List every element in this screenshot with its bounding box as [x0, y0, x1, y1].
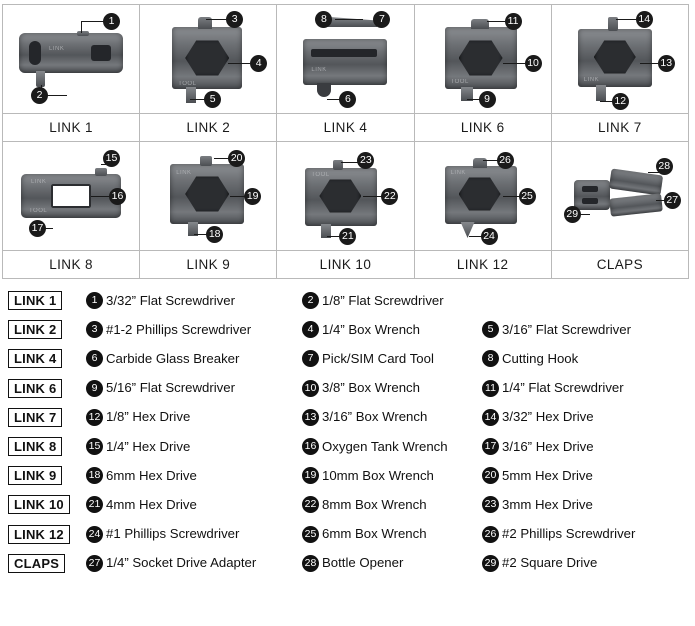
panel-link-6 — [414, 4, 552, 142]
tool-etch: LINK — [450, 170, 466, 176]
legend-item — [482, 380, 682, 397]
legend-number: 23 — [482, 496, 499, 513]
callout-bullet-25: 25 — [519, 188, 536, 205]
legend-item — [482, 409, 682, 426]
legend-tag-cell — [8, 379, 86, 398]
legend-item — [482, 496, 682, 513]
callout-bullet-10: 10 — [525, 55, 542, 72]
tool-etch: TOOL — [311, 172, 330, 178]
legend-item — [86, 321, 302, 338]
panel-caption-link-10: LINK 10 — [277, 250, 413, 278]
clasp-slot — [582, 186, 598, 192]
legend-row-link-8 — [8, 432, 689, 461]
panel-claps-art — [552, 142, 688, 250]
panel-link-1 — [2, 4, 140, 142]
callout-bullet-9: 9 — [479, 91, 496, 108]
callout-bullet-21: 21 — [339, 228, 356, 245]
panel-caption-link-4: LINK 4 — [277, 113, 413, 141]
legend-tag-cell — [8, 466, 86, 485]
legend-label: 5mm Hex Drive — [502, 467, 593, 483]
tool-blade — [186, 87, 196, 103]
legend-label: 3/32” Flat Screwdriver — [106, 292, 235, 308]
legend-item — [86, 496, 302, 513]
callout-leader — [487, 21, 505, 22]
panel-claps — [551, 141, 689, 279]
panel-caption-link-1: LINK 1 — [3, 113, 139, 141]
legend-label: 1/8” Hex Drive — [106, 409, 191, 425]
callout-leader — [503, 196, 521, 197]
legend-label: 3/32” Hex Drive — [502, 409, 594, 425]
callout-bullet-24: 24 — [481, 228, 498, 245]
callout-bullet-12: 12 — [612, 93, 629, 110]
legend-number: 21 — [86, 496, 103, 513]
legend-item — [482, 555, 682, 572]
legend-number: 5 — [482, 321, 499, 338]
legend-item — [302, 292, 482, 309]
clasp-slot — [582, 198, 598, 204]
legend-number: 10 — [302, 380, 319, 397]
callout-bullet-28: 28 — [656, 158, 673, 175]
legend-label: #2 Square Drive — [502, 555, 598, 571]
legend-label: 1/4” Socket Drive Adapter — [106, 555, 257, 571]
panel-caption-link-6: LINK 6 — [415, 113, 551, 141]
legend-item — [302, 526, 482, 543]
legend-row-claps — [8, 549, 689, 578]
legend-tag: LINK 1 — [8, 291, 62, 310]
legend-label: 8mm Box Wrench — [322, 496, 427, 512]
tool-slot — [91, 45, 111, 61]
tool-etch: LINK — [49, 46, 65, 52]
legend-item — [302, 496, 482, 513]
panel-link-1-art — [3, 5, 139, 113]
legend-tag-cell — [8, 437, 86, 456]
legend-tag: LINK 10 — [8, 495, 70, 514]
callout-bullet-29: 29 — [564, 206, 581, 223]
legend-item — [86, 292, 302, 309]
legend-number: 18 — [86, 467, 103, 484]
callout-leader — [616, 19, 636, 20]
legend-item — [86, 380, 302, 397]
callout-bullet-5: 5 — [204, 91, 221, 108]
panel-caption-link-8: LINK 8 — [3, 250, 139, 278]
panel-link-4 — [276, 4, 414, 142]
legend-item — [302, 409, 482, 426]
callout-leader — [81, 21, 105, 22]
callout-leader — [335, 19, 363, 20]
callout-bullet-22: 22 — [381, 188, 398, 205]
tool-tab — [77, 31, 89, 36]
legend-item — [86, 555, 302, 572]
legend-item — [482, 350, 682, 367]
legend-tag: LINK 6 — [8, 379, 62, 398]
legend-tag-cell — [8, 525, 86, 544]
callout-bullet-26: 26 — [497, 152, 514, 169]
legend-item — [482, 526, 682, 543]
legend-label: 3/16” Hex Drive — [502, 438, 594, 454]
panel-caption-link-2: LINK 2 — [140, 113, 276, 141]
tool-etch: LINK — [176, 170, 192, 176]
callout-bullet-8: 8 — [315, 11, 332, 28]
callout-leader — [503, 63, 525, 64]
legend-number: 19 — [302, 467, 319, 484]
panel-link-7-art — [552, 5, 688, 113]
legend-row-link-12 — [8, 520, 689, 549]
panel-link-4-art — [277, 5, 413, 113]
legend-tag-cell — [8, 291, 86, 310]
legend-label: 1/4” Flat Screwdriver — [502, 380, 624, 396]
tool-etch: LINK — [583, 77, 600, 83]
legend-number: 6 — [86, 350, 103, 367]
legend-tag: LINK 2 — [8, 320, 62, 339]
callout-bullet-4: 4 — [250, 55, 267, 72]
legend-number: 13 — [302, 409, 319, 426]
tool-square-opening — [51, 184, 91, 208]
legend-number: 28 — [302, 555, 319, 572]
legend-label: 3/16” Flat Screwdriver — [502, 321, 631, 337]
panel-link-12 — [414, 141, 552, 279]
panel-link-8 — [2, 141, 140, 279]
legend-item — [86, 526, 302, 543]
legend-number: 8 — [482, 350, 499, 367]
callout-bullet-15: 15 — [103, 150, 120, 167]
legend-tag: LINK 9 — [8, 466, 62, 485]
legend-item — [302, 350, 482, 367]
panel-link-10-art — [277, 142, 413, 250]
legend-tag: CLAPS — [8, 554, 65, 573]
legend-tag: LINK 4 — [8, 349, 62, 368]
callout-leader — [81, 21, 82, 33]
legend-item — [302, 555, 482, 572]
legend-item — [482, 467, 682, 484]
panel-link-2 — [139, 4, 277, 142]
callout-leader — [206, 19, 226, 20]
panel-link-2-art — [140, 5, 276, 113]
panel-caption-link-9: LINK 9 — [140, 250, 276, 278]
panel-link-7 — [551, 4, 689, 142]
legend-label: #1-2 Phillips Screwdriver — [106, 321, 252, 337]
legend-label: 1/8” Flat Screwdriver — [322, 292, 444, 308]
legend-label: Carbide Glass Breaker — [106, 350, 240, 366]
tool-etch: TOOL — [450, 79, 469, 85]
panel-caption-link-7: LINK 7 — [552, 113, 688, 141]
legend-number: 24 — [86, 526, 103, 543]
legend-number: 12 — [86, 409, 103, 426]
legend-number: 17 — [482, 438, 499, 455]
callout-leader — [228, 63, 250, 64]
tool-etch: LINK — [311, 67, 327, 73]
product-grid-row — [2, 141, 693, 278]
legend — [0, 278, 695, 578]
callout-bullet-16: 16 — [109, 188, 126, 205]
product-grid-row — [2, 4, 693, 141]
legend-row-link-6 — [8, 374, 689, 403]
panel-caption-claps: CLAPS — [552, 250, 688, 278]
tool-etch: TOOL — [178, 81, 197, 87]
callout-bullet-23: 23 — [357, 152, 374, 169]
legend-number: 14 — [482, 409, 499, 426]
callout-bullet-2: 2 — [31, 87, 48, 104]
legend-label: 6mm Hex Drive — [106, 467, 197, 483]
legend-item — [482, 438, 682, 455]
tool-glass-breaker — [317, 83, 331, 97]
callout-bullet-17: 17 — [29, 220, 46, 237]
legend-item — [302, 438, 482, 455]
panel-link-10 — [276, 141, 414, 279]
legend-label: #1 Phillips Screwdriver — [106, 526, 240, 542]
tool-slot — [29, 41, 41, 65]
legend-item — [86, 409, 302, 426]
legend-item — [302, 467, 482, 484]
legend-item — [302, 380, 482, 397]
legend-row-link-2 — [8, 315, 689, 344]
callout-bullet-19: 19 — [244, 188, 261, 205]
legend-number: 9 — [86, 380, 103, 397]
legend-row-link-1 — [8, 286, 689, 315]
legend-number: 2 — [302, 292, 319, 309]
legend-row-link-7 — [8, 403, 689, 432]
legend-row-link-9 — [8, 461, 689, 490]
callout-bullet-18: 18 — [206, 226, 223, 243]
legend-number: 29 — [482, 555, 499, 572]
callout-bullet-3: 3 — [226, 11, 243, 28]
legend-item — [86, 350, 302, 367]
tool-tab — [95, 168, 107, 176]
legend-number: 16 — [302, 438, 319, 455]
callout-leader — [91, 196, 111, 197]
legend-tag-cell — [8, 349, 86, 368]
legend-item — [302, 321, 482, 338]
clasp-body — [574, 180, 610, 210]
legend-tag-cell — [8, 495, 86, 514]
legend-label: #2 Phillips Screwdriver — [502, 526, 636, 542]
callout-bullet-7: 7 — [373, 11, 390, 28]
clasp-arm — [609, 193, 663, 216]
callout-bullet-14: 14 — [636, 11, 653, 28]
legend-label: 3/16” Box Wrench — [322, 409, 428, 425]
callout-bullet-6: 6 — [339, 91, 356, 108]
legend-label: 4mm Hex Drive — [106, 496, 197, 512]
tool-blade — [596, 85, 606, 101]
legend-number: 3 — [86, 321, 103, 338]
panel-link-6-art — [415, 5, 551, 113]
legend-tag-cell — [8, 554, 86, 573]
legend-tag-cell — [8, 408, 86, 427]
callout-leader — [640, 63, 658, 64]
tool-etch: LINK — [31, 179, 47, 185]
legend-label: 3mm Hex Drive — [502, 496, 593, 512]
panel-link-9-art — [140, 142, 276, 250]
legend-label: 5/16” Flat Screwdriver — [106, 380, 235, 396]
legend-number: 15 — [86, 438, 103, 455]
legend-number: 1 — [86, 292, 103, 309]
callout-leader — [363, 196, 383, 197]
legend-label: Cutting Hook — [502, 350, 579, 366]
legend-label: 1/4” Box Wrench — [322, 321, 420, 337]
legend-tag: LINK 8 — [8, 437, 62, 456]
panel-link-9 — [139, 141, 277, 279]
callout-bullet-27: 27 — [664, 192, 681, 209]
legend-item — [86, 467, 302, 484]
legend-label: Bottle Opener — [322, 555, 404, 571]
legend-item — [86, 438, 302, 455]
legend-item — [482, 321, 682, 338]
legend-label: Pick/SIM Card Tool — [322, 350, 434, 366]
legend-label: 6mm Box Wrench — [322, 526, 427, 542]
legend-number: 20 — [482, 467, 499, 484]
legend-number: 25 — [302, 526, 319, 543]
panel-caption-link-12: LINK 12 — [415, 250, 551, 278]
product-grid — [0, 0, 695, 278]
panel-link-8-art — [3, 142, 139, 250]
legend-tag: LINK 12 — [8, 525, 70, 544]
legend-number: 4 — [302, 321, 319, 338]
tool-etch: TOOL — [29, 208, 48, 214]
legend-row-link-4 — [8, 344, 689, 373]
callout-bullet-11: 11 — [505, 13, 522, 30]
tool-hex-tip — [200, 156, 212, 166]
callout-bullet-1: 1 — [103, 13, 120, 30]
legend-tag-cell — [8, 320, 86, 339]
legend-label: 3/8” Box Wrench — [322, 380, 420, 396]
callout-bullet-13: 13 — [658, 55, 675, 72]
tool-body — [303, 39, 387, 85]
panel-link-12-art — [415, 142, 551, 250]
legend-number: 26 — [482, 526, 499, 543]
legend-number: 22 — [302, 496, 319, 513]
legend-label: 1/4” Hex Drive — [106, 438, 191, 454]
legend-number: 7 — [302, 350, 319, 367]
legend-number: 27 — [86, 555, 103, 572]
legend-row-link-10 — [8, 490, 689, 519]
legend-tag: LINK 7 — [8, 408, 62, 427]
callout-bullet-20: 20 — [228, 150, 245, 167]
legend-label: Oxygen Tank Wrench — [322, 438, 448, 454]
legend-number: 11 — [482, 380, 499, 397]
legend-label: 10mm Box Wrench — [322, 467, 434, 483]
tool-slot — [311, 49, 377, 57]
